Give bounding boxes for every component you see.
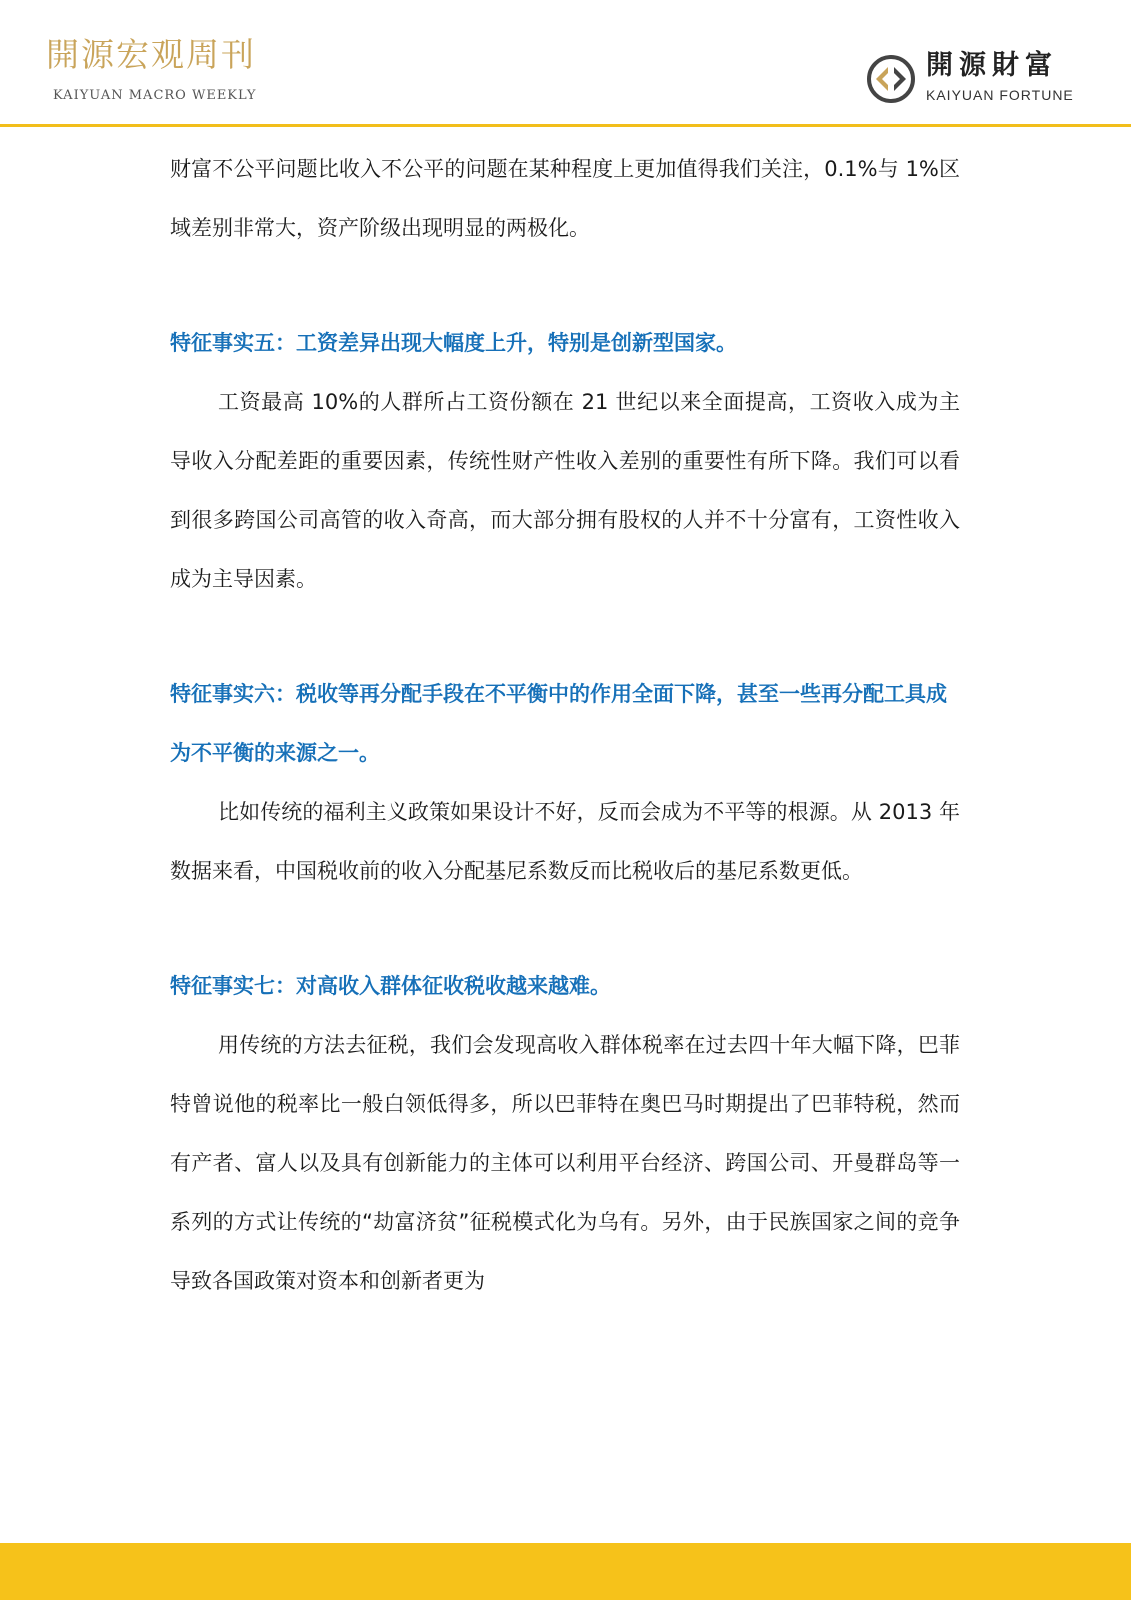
spacer — [170, 609, 960, 665]
intro-paragraph: 财富不公平问题比收入不公平的问题在某种程度上更加值得我们关注，0.1%与 1%区域差别非常大，资产阶级出现明显的两极化。 — [170, 157, 960, 240]
spacer — [170, 258, 960, 314]
section-six-heading: 特征事实六：税收等再分配手段在不平衡中的作用全面下降，甚至一些再分配工具成为不平衡的来源之一。 — [170, 682, 947, 765]
article-body — [170, 140, 960, 1311]
header-divider — [0, 124, 1131, 127]
section-seven-paragraph: 用传统的方法去征税，我们会发现高收入群体税率在过去四十年大幅下降，巴菲特曾说他的税率比一般白领低得多，所以巴菲特在奥巴马时期提出了巴菲特税，然而有产者、富人以及具有创新能力的主体可以利用平台经济、跨国公司、开曼群岛等一系列的方式让传统的“劫富济贫”征税模式化为乌有。另外，由于民族国家之间的竞争导致各国政策对资本和创新者更为 — [170, 1033, 960, 1293]
logo-chinese-text: 開源財富 — [926, 50, 1058, 81]
section-seven-heading: 特征事实七：对高收入群体征收税收越来越难。 — [170, 974, 611, 998]
logo-english-text: KAIYUAN FORTUNE — [926, 87, 1074, 103]
section-five-paragraph: 工资最高 10%的人群所占工资份额在 21 世纪以来全面提高，工资收入成为主导收入分配差距的重要因素，传统性财产性收入差别的重要性有所下降。我们可以看到很多跨国公司高管的收入奇高，而大部分拥有股权的人并不十分富有，工资性收入成为主导因素。 — [170, 390, 960, 591]
section-six-paragraph: 比如传统的福利主义政策如果设计不好，反而会成为不平等的根源。从 2013 年数据来看，中国税收前的收入分配基尼系数反而比税收后的基尼系数更低。 — [170, 800, 960, 883]
section-five-heading: 特征事实五：工资差异出现大幅度上升，特别是创新型国家。 — [170, 331, 737, 355]
footer-bar — [0, 1543, 1131, 1600]
company-logo — [866, 52, 1086, 112]
publication-subtitle: KAIYUAN MACRO WEEKLY — [53, 88, 257, 103]
page-header — [0, 0, 1131, 128]
spacer — [170, 901, 960, 957]
kaiyuan-logo-icon — [866, 54, 916, 104]
publication-title: 開源宏观周刊 — [46, 35, 256, 74]
